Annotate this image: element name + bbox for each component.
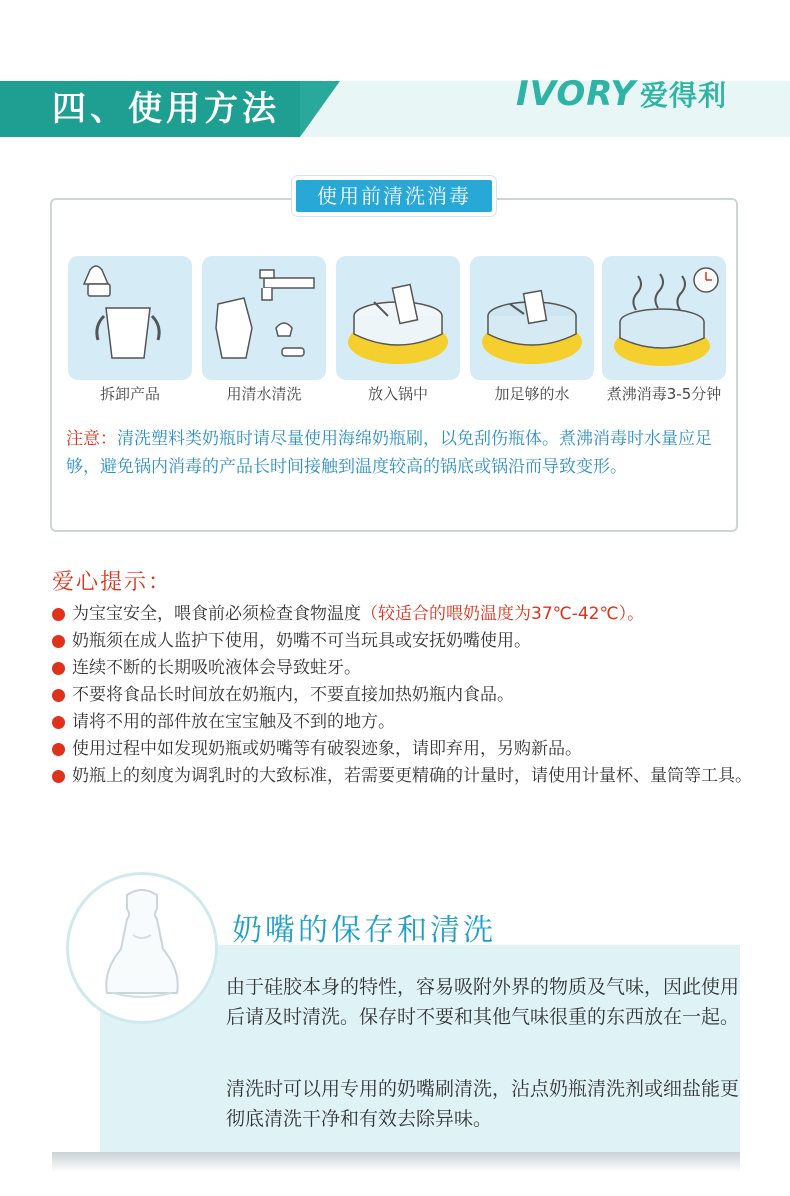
bullet-icon [52, 770, 65, 783]
tip-item [52, 764, 762, 788]
tips-title: 爱心提示： [52, 570, 173, 595]
tip-item [52, 683, 762, 707]
tip-item [52, 737, 762, 761]
step-label-rinse: 用清水清洗 [226, 385, 302, 403]
page-title: 四、使用方法 [52, 89, 280, 129]
tip-highlight: （较适合的喂奶温度为37℃-42℃）。 [361, 604, 645, 624]
pot-with-parts-icon [336, 256, 460, 380]
tip-text: 使用过程中如发现奶瓶或奶嘴等有破裂迹象，请即弃用，另购新品。 [72, 739, 582, 759]
boiling-pot-timer-icon [602, 256, 726, 380]
tip-text: 连续不断的长期吸吮液体会导致蛀牙。 [72, 658, 361, 678]
bullet-icon [52, 716, 65, 729]
note-body: 清洗塑料类奶瓶时请尽量使用海绵奶瓶刷，以免刮伤瓶体。煮沸消毒时水量应足够，避免锅内消毒的产品长时间接触到温度较高的锅底或锅沿而导致变形。 [66, 429, 712, 477]
care-title: 奶嘴的保存和清洗 [232, 913, 496, 948]
bullet-icon [52, 635, 65, 648]
brand-logo-en: IVORY [516, 74, 636, 114]
tip-text: 奶瓶须在成人监护下使用，奶嘴不可当玩具或安抚奶嘴使用。 [72, 631, 531, 651]
care-paragraph-2: 清洗时可以用专用的奶嘴刷清洗，沾点奶瓶清洗剂或细盐能更彻底清洗干净和有效去除异味。 [226, 1078, 740, 1130]
tip-item [52, 629, 762, 653]
disassembled-bottle-icon [68, 256, 192, 380]
bullet-icon [52, 662, 65, 675]
step-label-boil: 煮沸消毒3-5分钟 [606, 385, 722, 403]
step-label-into-pot: 放入锅中 [367, 385, 428, 403]
tip-item [52, 710, 762, 734]
step-label-disassemble: 拆卸产品 [99, 385, 160, 403]
bullet-icon [52, 689, 65, 702]
pot-with-water-icon [470, 256, 594, 380]
brand-logo-cn: 爱得利 [639, 79, 727, 112]
brand-logo [516, 74, 727, 114]
tip-text: 奶瓶上的刻度为调乳时的大致标准，若需要更精确的计量时，请使用计量杯、量筒等工具。 [72, 766, 752, 786]
faucet-rinse-icon [202, 256, 326, 380]
care-panel-shadow [52, 1152, 740, 1172]
tip-item [52, 602, 762, 626]
care-paragraph-1: 由于硅胶本身的特性，容易吸附外界的物质及气味，因此使用后请及时清洗。保存时不要和其他气味很重的东西放在一起。 [226, 976, 740, 1028]
step-label-add-water: 加足够的水 [494, 385, 570, 403]
tip-text: 不要将食品长时间放在奶瓶内，不要直接加热奶瓶内食品。 [72, 685, 514, 705]
tip-item [52, 656, 762, 680]
tip-text: 请将不用的部件放在宝宝触及不到的地方。 [72, 712, 395, 732]
bullet-icon [52, 743, 65, 756]
usage-note [66, 425, 726, 481]
teat-image [66, 872, 218, 1024]
note-heading: 注意： [66, 429, 117, 449]
bullet-icon [52, 608, 65, 621]
tip-text: 为宝宝安全，喂食前必须检查食物温度 [72, 604, 361, 624]
usage-tab: 使用前清洗消毒 [292, 176, 496, 216]
